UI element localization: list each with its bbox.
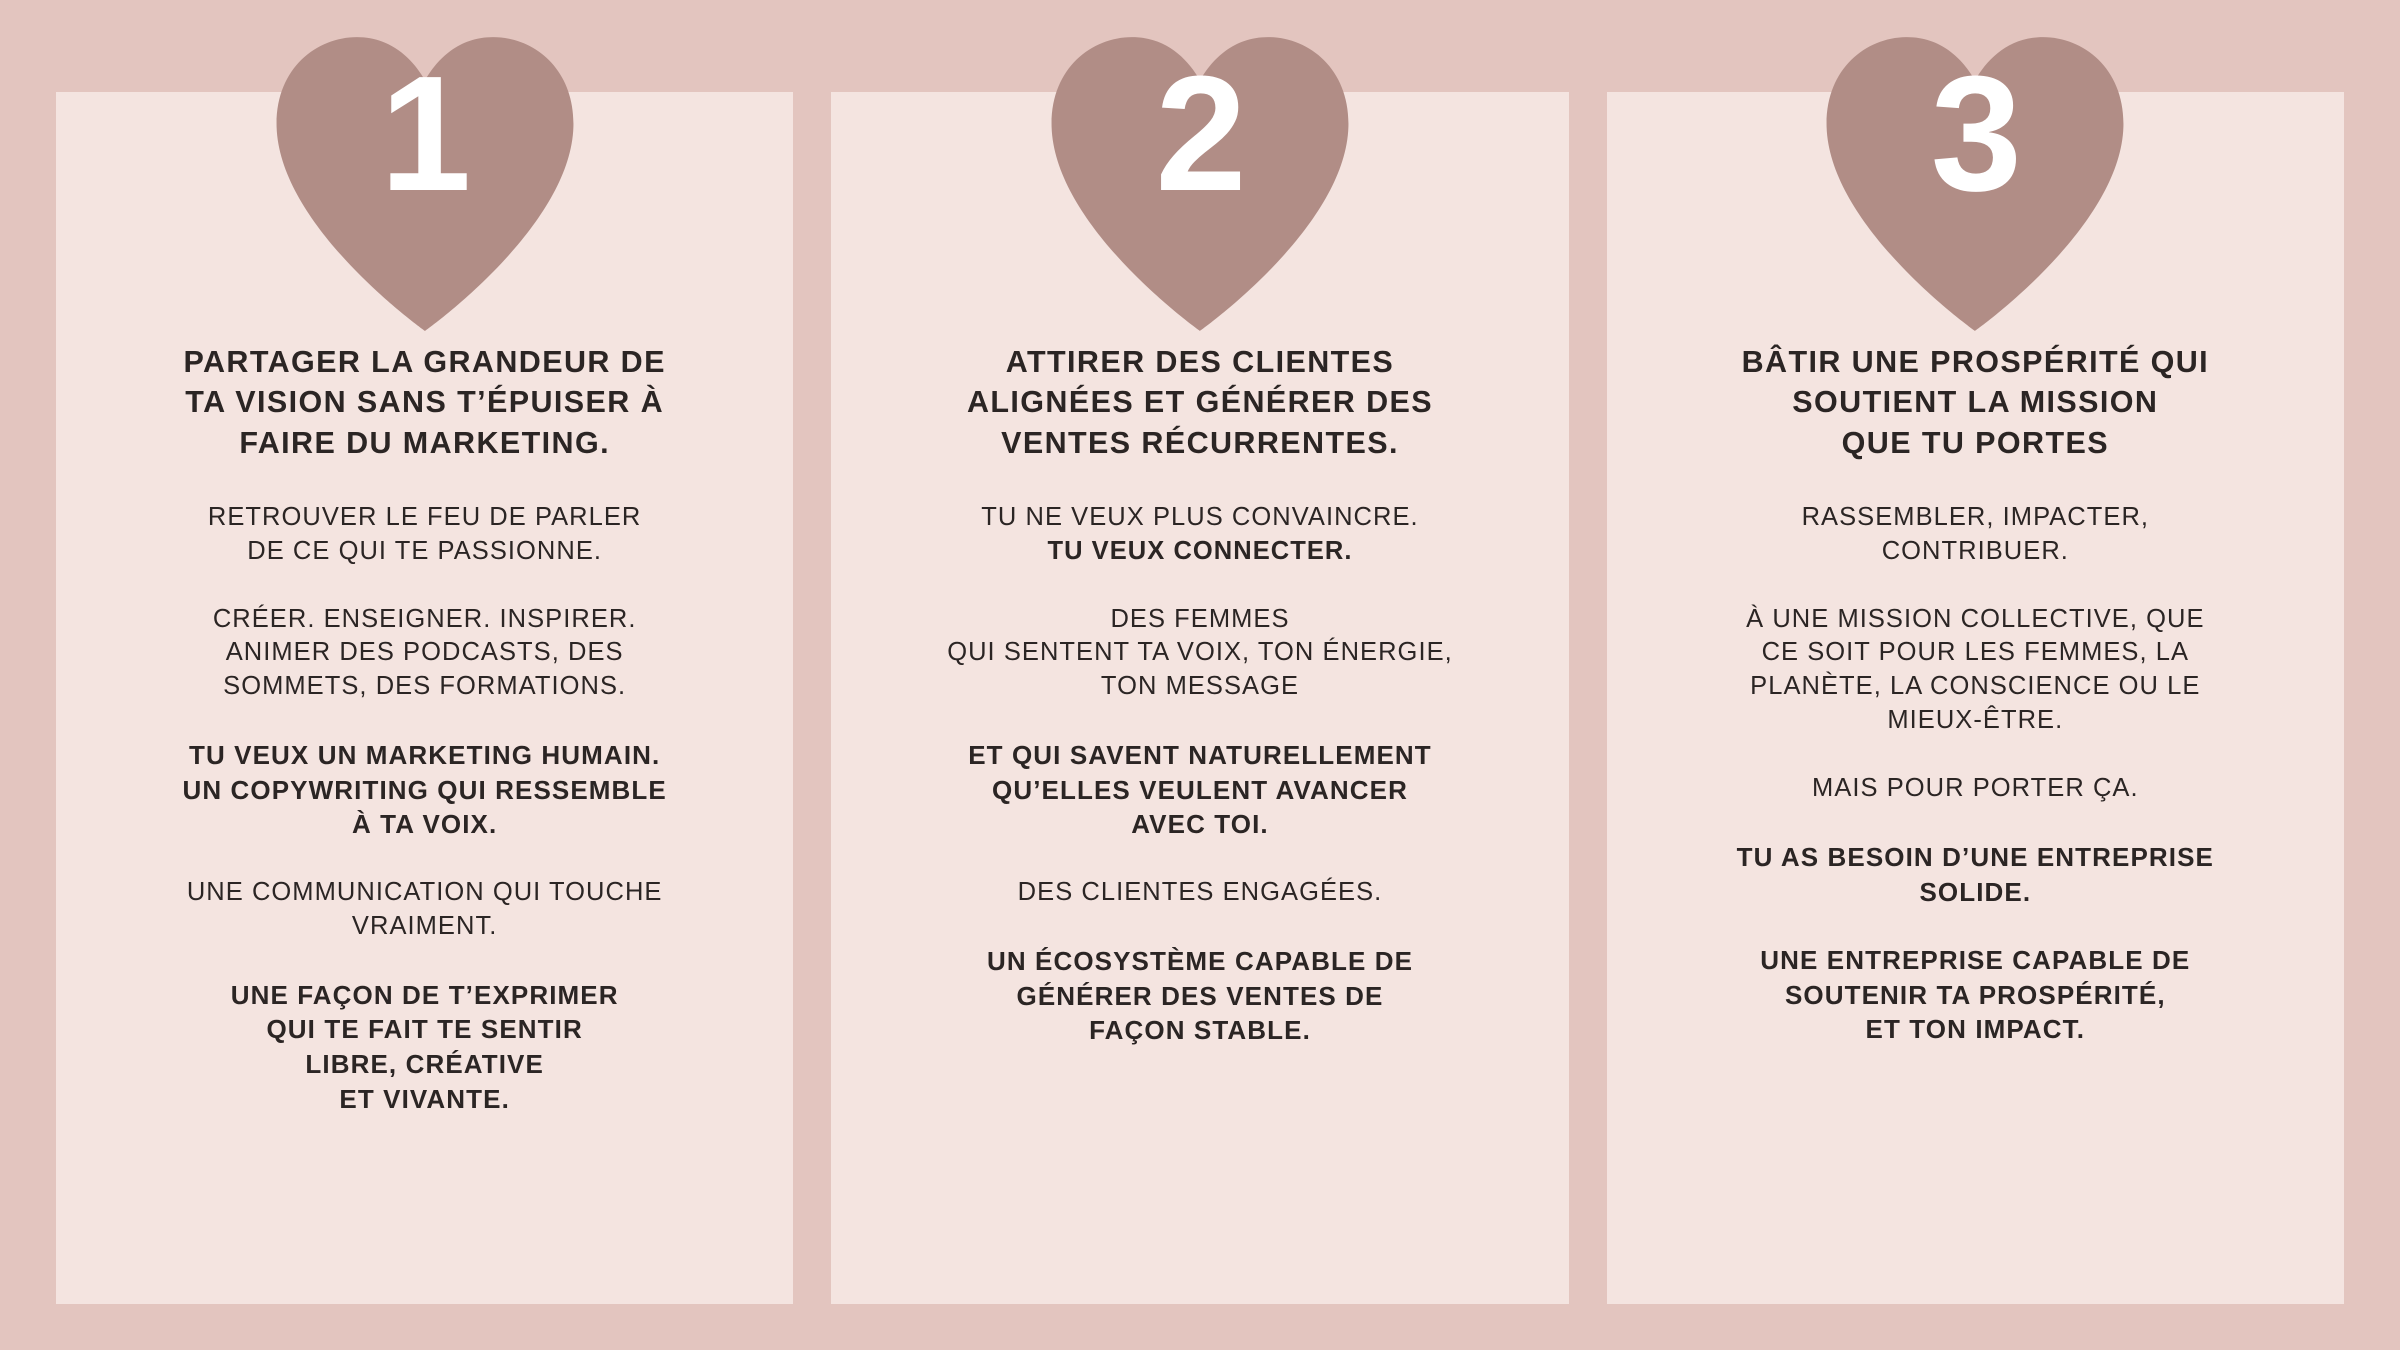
text-line: SOMMETS, DES FORMATIONS. — [223, 672, 627, 701]
pillar-text-block — [1746, 603, 2204, 739]
pillar-number: 2 — [1155, 42, 1245, 225]
text-line: CE SOIT POUR LES FEMMES, LA — [1761, 638, 2190, 667]
pillar-text-block — [1018, 876, 1383, 910]
text-line: QUI SENTENT TA VOIX, TON ÉNERGIE, — [947, 638, 1453, 667]
text-line: RETROUVER LE FEU DE PARLER — [207, 502, 642, 531]
text-line: CONTRIBUER. — [1881, 536, 2069, 565]
pillar-text-block — [1760, 943, 2190, 1047]
text-line: ANIMER DES PODCASTS, DES — [225, 638, 624, 667]
text-line: ET QUI SAVENT NATURELLEMENT — [968, 740, 1432, 771]
text-line: CRÉER. ENSEIGNER. INSPIRER. — [212, 604, 637, 633]
pillar-heading — [1742, 342, 2209, 463]
text-line: FAÇON STABLE. — [1089, 1015, 1311, 1046]
pillar-heading — [183, 342, 665, 463]
heart-icon — [1045, 34, 1355, 334]
pillar-text-block — [187, 876, 663, 944]
pillar-heading — [967, 342, 1433, 463]
text-line: LIBRE, CRÉATIVE — [305, 1048, 544, 1079]
text-line: À TA VOIX. — [351, 809, 498, 840]
text-line: SOLIDE. — [1919, 876, 2032, 907]
text-line: QU’ELLES VEULENT AVANCER — [992, 774, 1408, 805]
text-line: PLANÈTE, LA CONSCIENCE OU LE — [1750, 672, 2201, 701]
text-line: MIEUX-ÊTRE. — [1887, 706, 2064, 735]
pillar-text-block — [987, 944, 1413, 1048]
text-line: TU VEUX CONNECTER. — [1047, 536, 1353, 565]
heading-line: BÂTIR UNE PROSPÉRITÉ QUI — [1741, 345, 2210, 379]
pillar-text-block — [231, 978, 619, 1116]
text-line: ET VIVANTE. — [339, 1083, 510, 1114]
pillar-column — [56, 42, 793, 1304]
pillar-text-block — [213, 603, 637, 705]
text-line: UNE COMMUNICATION QUI TOUCHE — [186, 878, 663, 907]
pillar-text-block — [182, 738, 666, 842]
heading-line: TA VISION SANS T’ÉPUISER À — [185, 385, 665, 420]
text-line: RASSEMBLER, IMPACTER, — [1801, 502, 2150, 531]
text-line: DES CLIENTES ENGAGÉES. — [1017, 878, 1383, 907]
text-line: QUI TE FAIT TE SENTIR — [266, 1014, 583, 1045]
heading-line: ALIGNÉES ET GÉNÉRER DES — [966, 385, 1434, 420]
heading-line: QUE TU PORTES — [1841, 425, 2109, 460]
text-line: GÉNÉRER DES VENTES DE — [1016, 980, 1384, 1011]
heading-line: FAIRE DU MARKETING. — [239, 425, 610, 460]
heading-line: VENTES RÉCURRENTES. — [1001, 425, 1399, 460]
text-line: TU VEUX UN MARKETING HUMAIN. — [188, 740, 661, 771]
pillar-text-block — [947, 603, 1453, 705]
text-line: UNE FAÇON DE T’EXPRIMER — [230, 979, 619, 1010]
pillar-text-block — [1802, 501, 2149, 569]
text-line: ET TON IMPACT. — [1865, 1014, 2086, 1045]
text-line: SOUTENIR TA PROSPÉRITÉ, — [1784, 979, 2166, 1010]
pillar-number: 3 — [1930, 42, 2020, 225]
text-line: TU AS BESOIN D’UNE ENTREPRISE — [1736, 842, 2214, 873]
text-line: VRAIMENT. — [351, 911, 498, 940]
pillar-text-block — [968, 738, 1432, 842]
text-line: TU NE VEUX PLUS CONVAINCRE. — [981, 502, 1419, 531]
columns-container — [56, 42, 2344, 1304]
pillar-text-block — [1737, 840, 2214, 909]
pillar-text-block — [981, 501, 1418, 569]
heading-line: PARTAGER LA GRANDEUR DE — [183, 345, 666, 379]
pillar-text-block — [208, 501, 642, 569]
pillar-column — [1607, 42, 2344, 1304]
pillar-column — [831, 42, 1568, 1304]
heading-line: ATTIRER DES CLIENTES — [1005, 345, 1395, 379]
text-line: TON MESSAGE — [1100, 672, 1300, 701]
text-line: UNE ENTREPRISE CAPABLE DE — [1760, 945, 2191, 976]
text-line: À UNE MISSION COLLECTIVE, QUE — [1746, 604, 2205, 633]
heart-icon — [270, 34, 580, 334]
text-line: UN COPYWRITING QUI RESSEMBLE — [182, 774, 667, 805]
pillar-text-block — [1812, 772, 2139, 806]
text-line: DES FEMMES — [1110, 604, 1290, 633]
text-line: MAIS POUR PORTER ÇA. — [1812, 774, 2139, 803]
heart-icon — [1820, 34, 2130, 334]
text-line: UN ÉCOSYSTÈME CAPABLE DE — [986, 945, 1414, 976]
heading-line: SOUTIENT LA MISSION — [1792, 385, 2159, 420]
text-line: AVEC TOI. — [1131, 809, 1269, 840]
text-line: DE CE QUI TE PASSIONNE. — [247, 536, 603, 565]
pillar-number: 1 — [380, 42, 470, 225]
